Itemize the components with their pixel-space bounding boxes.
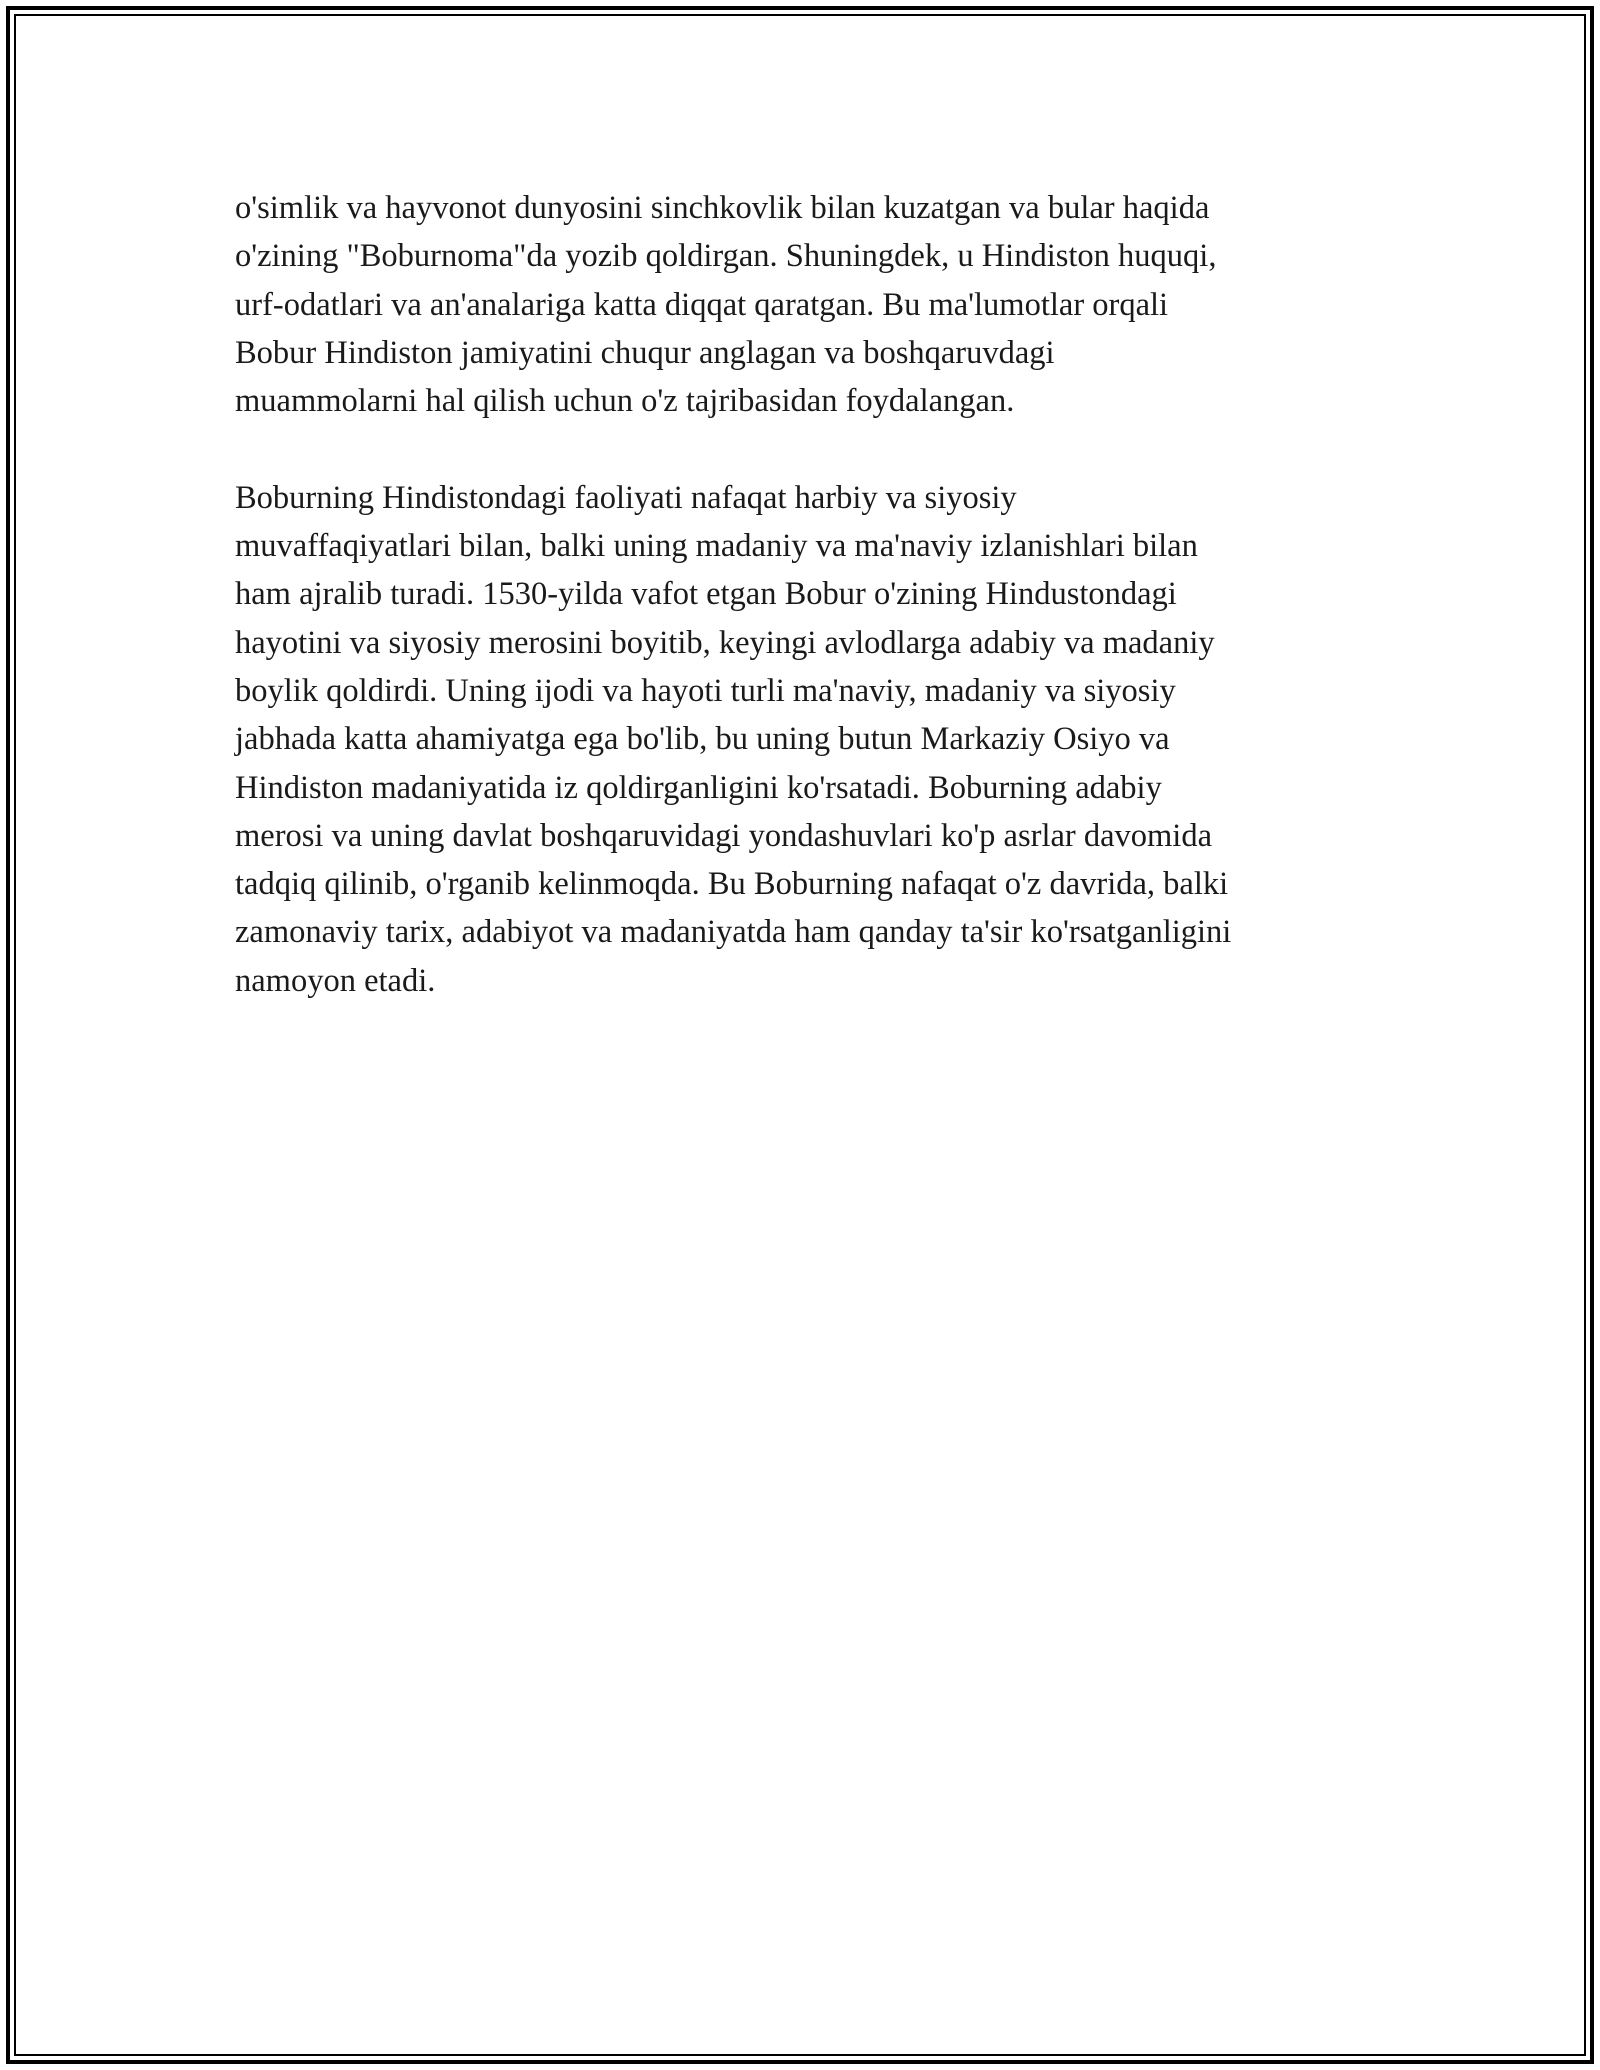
text-line: jabhada katta ahamiyatga ega bo'lib, bu uning butun Markaziy Osiyo va: [235, 721, 1170, 758]
text-line: tadqiq qilinib, o'rganib kelinmoqda. Bu Boburning nafaqat o'z davrida, balki: [235, 866, 1229, 903]
text-line: zamonaviy tarix, adabiyot va madaniyatda ham qanday ta'sir ko'rsatganligini: [235, 914, 1232, 951]
paragraph-1: [235, 184, 1385, 425]
text-line: o'zining "Boburnoma"da yozib qoldirgan. Shuningdek, u Hindiston huquqi,: [235, 238, 1217, 275]
document-body: [235, 184, 1385, 1005]
paragraph-2: [235, 474, 1385, 1005]
text-line: hayotini va siyosiy merosini boyitib, keyingi avlodlarga adabiy va madaniy: [235, 624, 1215, 661]
text-line: o'simlik va hayvonot dunyosini sinchkovlik bilan kuzatgan va bular haqida: [235, 190, 1210, 226]
text-line: urf-odatlari va an'analariga katta diqqat qaratgan. Bu ma'lumotlar orqali: [235, 286, 1169, 323]
text-line: ham ajralib turadi. 1530-yilda vafot etgan Bobur o'zining Hindustondagi: [235, 576, 1177, 613]
text-line: Hindiston madaniyatida iz qoldirganligini ko'rsatadi. Boburning adabiy: [235, 769, 1162, 806]
text-line: namoyon etadi.: [235, 962, 436, 999]
text-line: muvaffaqiyatlari bilan, balki uning madaniy va ma'naviy izlanishlari bilan: [235, 528, 1198, 565]
text-line: Boburning Hindistondagi faoliyati nafaqat harbiy va siyosiy: [235, 479, 1017, 516]
text-line: Bobur Hindiston jamiyatini chuqur anglagan va boshqaruvdagi: [235, 334, 1055, 371]
text-line: boylik qoldirdi. Uning ijodi va hayoti turli ma'naviy, madaniy va siyosiy: [235, 672, 1176, 709]
text-line: merosi va uning davlat boshqaruvidagi yondashuvlari ko'p asrlar davomida: [235, 817, 1213, 854]
text-line: muammolarni hal qilish uchun o'z tajribasidan foydalangan.: [235, 383, 1015, 420]
